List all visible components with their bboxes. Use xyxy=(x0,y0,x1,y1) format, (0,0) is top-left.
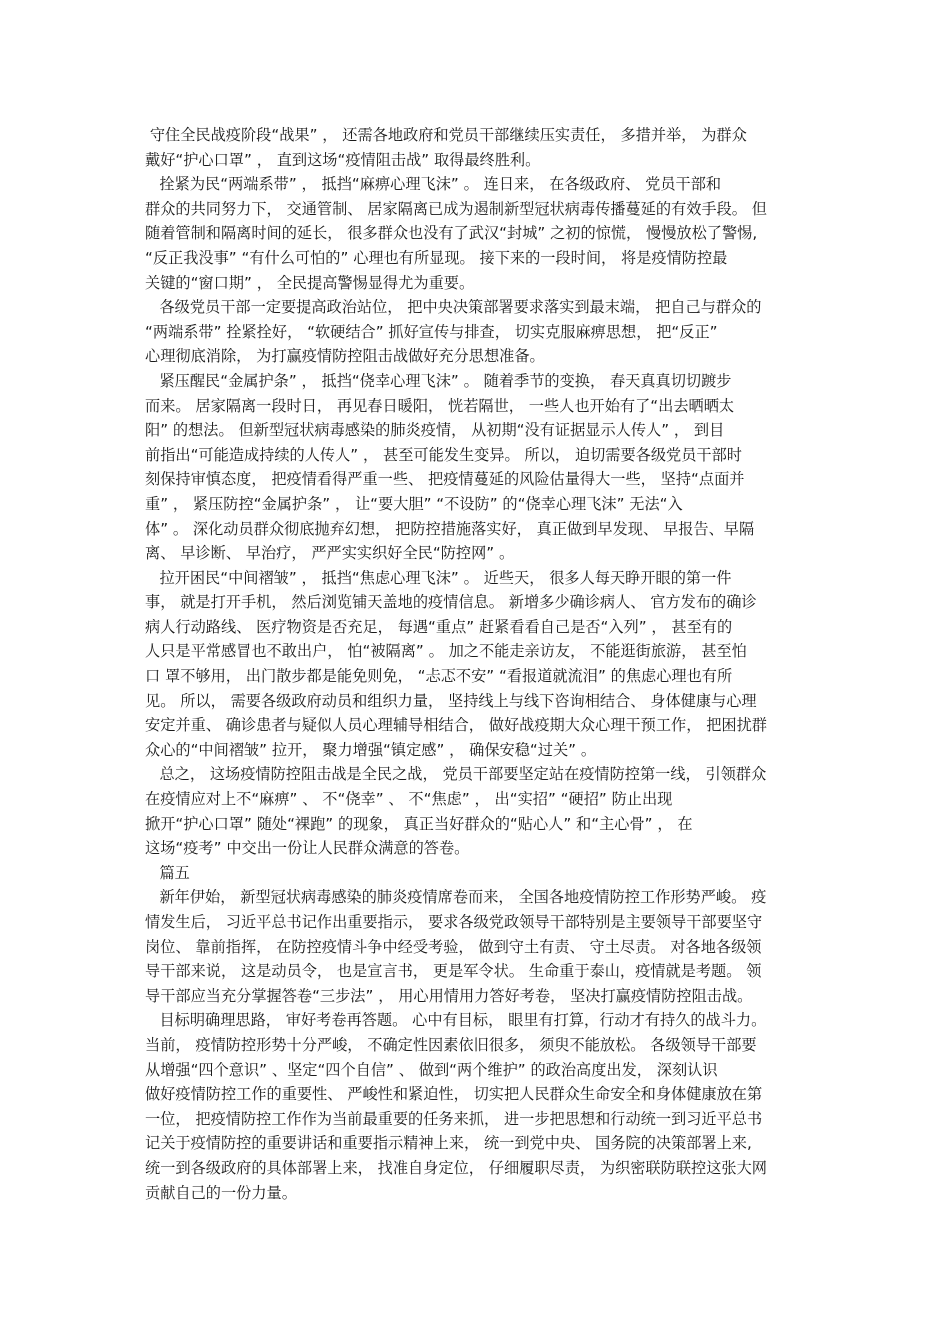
text-line: 从增强“四个意识” 、坚定“四个自信” 、 做到“两个维护” 的政治高度出发， 深刻认识 xyxy=(145,1060,718,1079)
text-line: 记关于疫情防控的重要讲话和重要指示精神上来， 统一到党中央、 国务院的决策部署上来, xyxy=(145,1134,752,1153)
text-line: 事， 就是打开手机， 然后浏览铺天盖地的疫情信息。 新增多少确诊病人、 官方发布的确诊 xyxy=(145,593,757,612)
text-line: 安定并重、 确诊患者与疑似人员心理辅导相结合， 做好战疫期大众心理干预工作， 把困扰群 xyxy=(145,716,767,735)
text-line: 紧压醒民“金属护条” ， 抵挡“侥幸心理飞沫” 。 随着季节的变换， 春天真真切切踱步 xyxy=(145,371,732,390)
text-line: 群众的共同努力下， 交通管制、 居家隔离已成为遏制新型冠状病毒传播蔓延的有效手段。 但 xyxy=(145,199,767,218)
text-line: 随着管制和隔离时间的延长， 很多群众也没有了武汉“封城” 之初的惊慌， 慢慢放松了警惕, xyxy=(145,224,758,243)
text-line: 总之， 这场疫情防控阻击战是全民之战， 党员干部要坚定站在疫情防控第一线， 引领群众 xyxy=(145,765,767,784)
text-line: 一位， 把疫情防控工作作为当前最重要的任务来抓， 进一步把思想和行动统一到习近平总书 xyxy=(145,1109,763,1128)
text-line: 目标明确理思路， 审好考卷再答题。 心中有目标， 眼里有打算，行动才有持久的战斗力。 xyxy=(145,1011,767,1030)
text-line: 导干部应当充分掌握答卷“三步法” ， 用心用情用力答好考卷， 坚决打赢疫情防控阻击战。 xyxy=(145,986,753,1005)
text-line: 离、 早诊断、 早治疗， 严严实实织好全民“防控网” 。 xyxy=(145,544,515,563)
section-heading: 篇五 xyxy=(145,863,190,882)
text-line: 关键的“窗口期” ， 全民提高警惕显得尤为重要。 xyxy=(145,273,475,292)
text-line: 心理彻底消除， 为打赢疫情防控阻击战做好充分思想准备。 xyxy=(145,347,545,366)
text-line: 掀开“护心口罩” 随处“裸跑” 的现象， 真正当好群众的“贴心人” 和“主心骨” ， 在 xyxy=(145,814,693,833)
text-line: 守住全民战疫阶段“战果” ， 还需各地政府和党员干部继续压实责任， 多措并举， 为群众 xyxy=(145,126,747,144)
text-line: 见。 所以， 需要各级政府动员和组织力量， 坚持线上与线下咨询相结合、 身体健康与心理 xyxy=(145,691,757,710)
text-line: 拴紧为民“两端系带” ， 抵挡“麻痹心理飞沫” 。 连日来， 在各级政府、 党员干部和 xyxy=(145,175,722,194)
text-line: 贡献自己的一份力量。 xyxy=(145,1183,297,1202)
text-line: 导干部来说， 这是动员令， 也是宣言书， 更是军令状。 生命重于泰山，疫情就是考题。 领 xyxy=(145,962,762,981)
text-line: 人只是平常感冒也不敢出户， 怕“被隔离” 。 加之不能走亲访友， 不能逛街旅游， 甚至怕 xyxy=(145,642,747,661)
text-line: 统一到各级政府的具体部署上来， 找准自身定位， 仔细履职尽责， 为织密联防联控这张大网 xyxy=(145,1158,767,1177)
text-line: 重” ， 紧压防控“金属护条” ， 让“要大胆” “不设防” 的“侥幸心理飞沫” 无法“入 xyxy=(145,494,683,513)
text-line: 各级党员干部一定要提高政治站位， 把中央决策部署要求落实到最末端， 把自己与群众的 xyxy=(145,298,762,317)
text-line: 当前， 疫情防控形势十分严峻， 不确定性因素依旧很多， 须臾不能放松。 各级领导干部要 xyxy=(145,1035,757,1054)
text-line: 拉开困民“中间褶皱” ， 抵挡“焦虑心理飞沫” 。 近些天， 很多人每天睁开眼的第一件 xyxy=(145,568,732,587)
text-line: 戴好“护心口罩” ， 直到这场“疫情阻击战” 取得最终胜利。 xyxy=(145,150,541,169)
text-line: 众心的“中间褶皱” 拉开， 聚力增强“镇定感” ， 确保安稳“过关” 。 xyxy=(145,740,597,759)
document-body xyxy=(145,123,810,1205)
text-line: “两端系带” 拴紧拴好， “软硬结合” 抓好宣传与排查， 切实克服麻痹思想， 把“反正” xyxy=(145,322,718,341)
text-line: 而来。 居家隔离一段时日， 再见春日暖阳， 恍若隔世， 一些人也开始有了“出去晒晒太 xyxy=(145,396,735,415)
text-line: “反正我没事” “有什么可怕的” 心理也有所显现。 接下来的一段时间， 将是疫情防控最 xyxy=(145,248,728,267)
text-line: 这场“疫考” 中交出一份让人民群众满意的答卷。 xyxy=(145,839,470,858)
text-line: 在疫情应对上不“麻痹” 、 不“侥幸” 、 不“焦虑” ， 出“实招” “硬招” 防止出现 xyxy=(145,790,673,809)
text-line: 口 罩不够用， 出门散步都是能免则免， “忐忑不安” “看报道就流泪” 的焦虑心理也有所 xyxy=(145,667,733,686)
text-line: 做好疫情防控工作的重要性、 严峻性和紧迫性， 切实把人民群众生命安全和身体健康放在第 xyxy=(145,1085,763,1104)
text-line: 体” 。 深化动员群众彻底抛弃幻想， 把防控措施落实好， 真正做到早发现、 早报告、早隔 xyxy=(145,519,755,538)
text-line: 刻保持审慎态度， 把疫情看得严重一些、 把疫情蔓延的风险估量得大一些， 坚持“点面并 xyxy=(145,470,745,489)
text-line: 岗位、 靠前指挥， 在防控疫情斗争中经受考验， 做到守土有责、 守土尽责。 对各地各级领 xyxy=(145,937,762,956)
text-line: 阳” 的想法。 但新型冠状病毒感染的肺炎疫情， 从初期“没有证据显示人传人” ， 到目 xyxy=(145,421,725,440)
text-line: 情发生后， 习近平总书记作出重要指示， 要求各级党政领导干部特别是主要领导干部要坚守 xyxy=(145,913,763,931)
text-line: 病人行动路线、 医疗物资是否充足， 每遇“重点” 赶紧看看自己是否“入列” ， 甚至有的 xyxy=(145,617,733,636)
text-line: 新年伊始， 新型冠状病毒感染的肺炎疫情席卷而来， 全国各地疫情防控工作形势严峻。 疫 xyxy=(145,888,767,907)
text-line: 前指出“可能造成持续的人传人” ， 甚至可能发生变异。 所以， 迫切需要各级党员干部时 xyxy=(145,445,742,464)
